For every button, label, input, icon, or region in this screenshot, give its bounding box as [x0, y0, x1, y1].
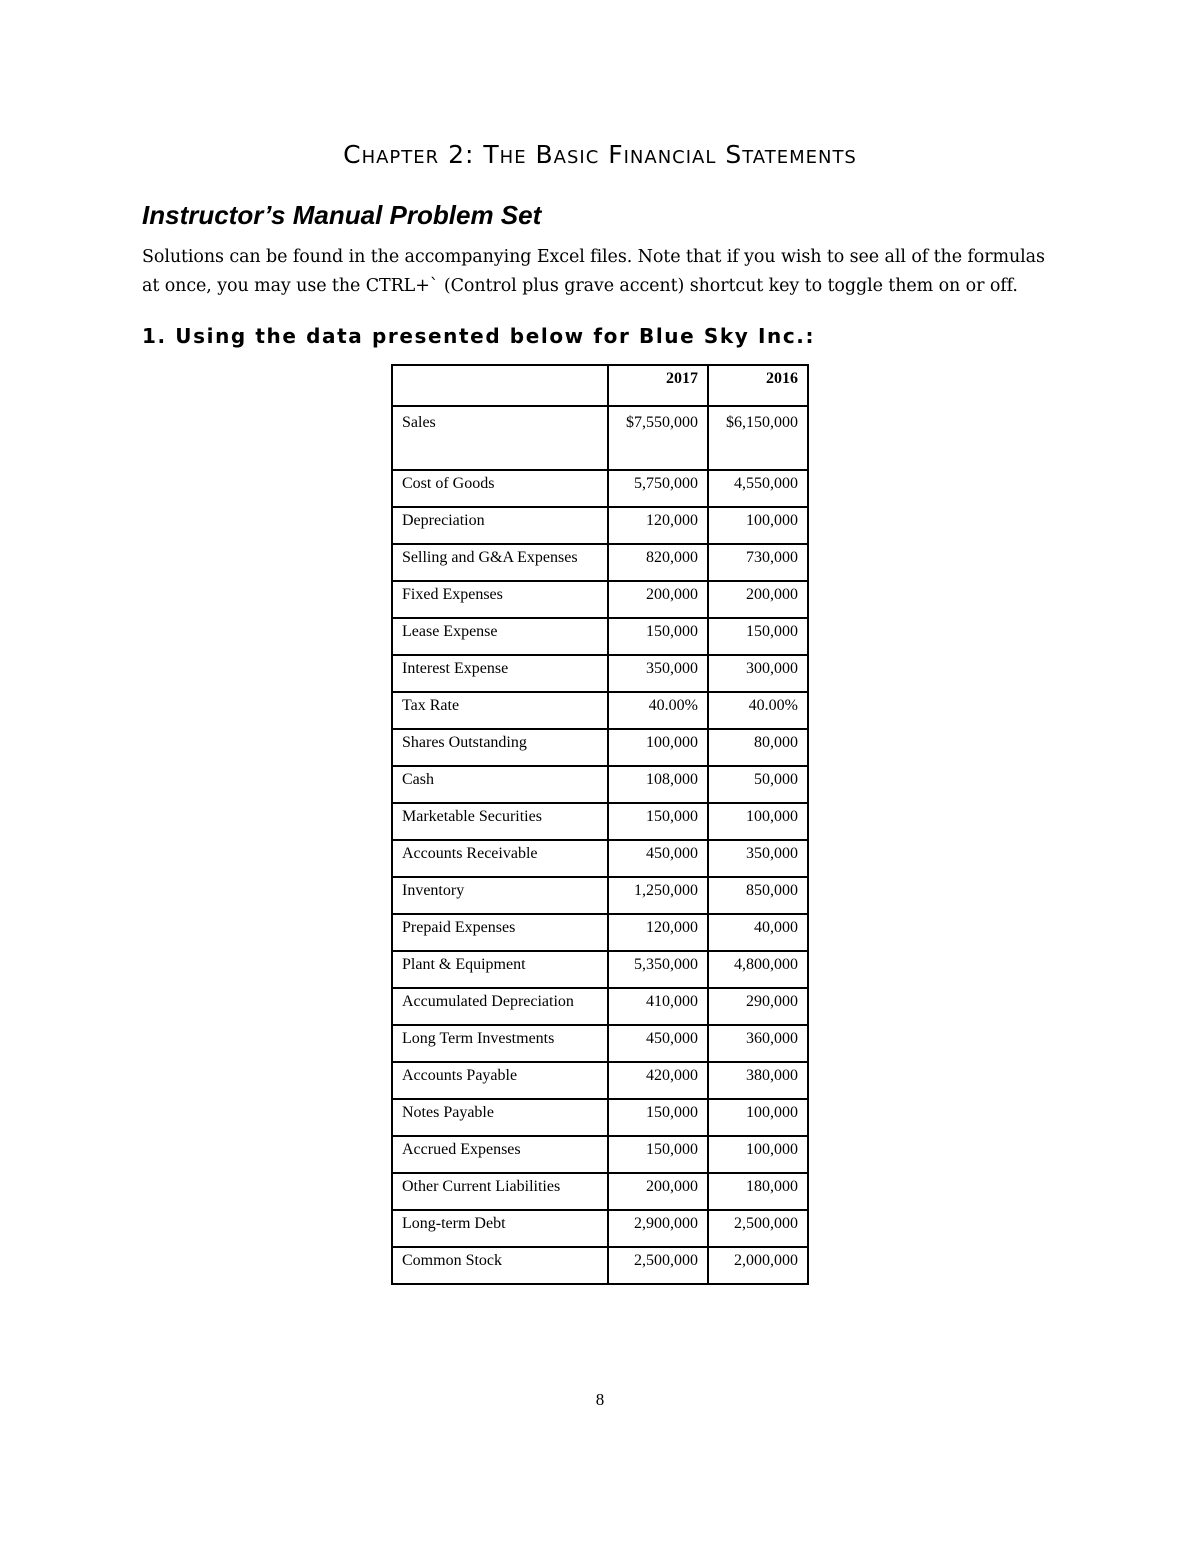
row-label-cell: Shares Outstanding — [392, 729, 608, 766]
table-row — [392, 1136, 808, 1173]
table-row — [392, 729, 808, 766]
value-2017-cell: 120,000 — [608, 507, 708, 544]
row-label-cell: Common Stock — [392, 1247, 608, 1284]
value-2017-cell: 150,000 — [608, 1099, 708, 1136]
table-row — [392, 692, 808, 729]
row-label-cell: Cost of Goods — [392, 470, 608, 507]
value-2016-cell: 300,000 — [708, 655, 808, 692]
row-label-cell: Accrued Expenses — [392, 1136, 608, 1173]
table-body — [392, 406, 808, 1284]
intro-paragraph: Solutions can be found in the accompanying Excel files. Note that if you wish to see all of the formulas at once, you may use the CTRL+` (Control plus grave accent) shortcut key to toggle them on or off. — [142, 247, 1045, 296]
value-2017-cell: 2,500,000 — [608, 1247, 708, 1284]
row-label-cell: Notes Payable — [392, 1099, 608, 1136]
value-2017-cell: 120,000 — [608, 914, 708, 951]
row-label-cell: Depreciation — [392, 507, 608, 544]
row-label-cell: Cash — [392, 766, 608, 803]
value-2016-cell: 100,000 — [708, 1099, 808, 1136]
value-2016-cell: 730,000 — [708, 544, 808, 581]
value-2016-cell: 40,000 — [708, 914, 808, 951]
table-row — [392, 766, 808, 803]
value-2017-cell: 350,000 — [608, 655, 708, 692]
value-2017-cell: 40.00% — [608, 692, 708, 729]
section-title: Instructor’s Manual Problem Set — [142, 200, 542, 230]
row-label-cell: Long Term Investments — [392, 1025, 608, 1062]
value-2017-cell: 150,000 — [608, 803, 708, 840]
header-year-2017: 2017 — [608, 365, 708, 406]
table-row — [392, 1099, 808, 1136]
row-label-cell: Selling and G&A Expenses — [392, 544, 608, 581]
row-label-cell: Interest Expense — [392, 655, 608, 692]
row-label-cell: Sales — [392, 406, 608, 470]
value-2016-cell: 100,000 — [708, 507, 808, 544]
value-2016-cell: 2,000,000 — [708, 1247, 808, 1284]
value-2016-cell: 100,000 — [708, 1136, 808, 1173]
table-header-row — [392, 365, 808, 406]
value-2016-cell: 850,000 — [708, 877, 808, 914]
table-row — [392, 1173, 808, 1210]
table-row — [392, 406, 808, 470]
table-row — [392, 507, 808, 544]
value-2017-cell: 820,000 — [608, 544, 708, 581]
value-2017-cell: 108,000 — [608, 766, 708, 803]
table-row — [392, 544, 808, 581]
problem-heading: 1. Using the data presented below for Blue Sky Inc.: — [142, 324, 816, 348]
value-2016-cell: 40.00% — [708, 692, 808, 729]
row-label-cell: Tax Rate — [392, 692, 608, 729]
table-row — [392, 470, 808, 507]
value-2016-cell: 350,000 — [708, 840, 808, 877]
row-label-cell: Lease Expense — [392, 618, 608, 655]
value-2017-cell: 450,000 — [608, 1025, 708, 1062]
table-row — [392, 1025, 808, 1062]
value-2016-cell: 150,000 — [708, 618, 808, 655]
row-label-cell: Plant & Equipment — [392, 951, 608, 988]
value-2016-cell: 360,000 — [708, 1025, 808, 1062]
value-2017-cell: 410,000 — [608, 988, 708, 1025]
value-2017-cell: 450,000 — [608, 840, 708, 877]
value-2016-cell: 4,550,000 — [708, 470, 808, 507]
financial-data-table — [391, 364, 809, 1285]
table-row — [392, 1210, 808, 1247]
header-year-2016: 2016 — [708, 365, 808, 406]
value-2017-cell: 2,900,000 — [608, 1210, 708, 1247]
value-2017-cell: 200,000 — [608, 1173, 708, 1210]
table-row — [392, 803, 808, 840]
value-2016-cell: 100,000 — [708, 803, 808, 840]
table-row — [392, 914, 808, 951]
table-row — [392, 1062, 808, 1099]
value-2016-cell: 380,000 — [708, 1062, 808, 1099]
page-number: 8 — [595, 1390, 605, 1409]
value-2016-cell: $6,150,000 — [708, 406, 808, 470]
value-2017-cell: 200,000 — [608, 581, 708, 618]
row-label-cell: Long-term Debt — [392, 1210, 608, 1247]
value-2017-cell: 150,000 — [608, 618, 708, 655]
row-label-cell: Marketable Securities — [392, 803, 608, 840]
row-label-cell: Other Current Liabilities — [392, 1173, 608, 1210]
table-row — [392, 988, 808, 1025]
row-label-cell: Fixed Expenses — [392, 581, 608, 618]
row-label-cell: Accumulated Depreciation — [392, 988, 608, 1025]
header-label-cell — [392, 365, 608, 406]
value-2016-cell: 80,000 — [708, 729, 808, 766]
row-label-cell: Accounts Payable — [392, 1062, 608, 1099]
chapter-title: Chapter 2: The Basic Financial Statements — [343, 140, 857, 169]
value-2017-cell: 5,750,000 — [608, 470, 708, 507]
row-label-cell: Accounts Receivable — [392, 840, 608, 877]
value-2016-cell: 2,500,000 — [708, 1210, 808, 1247]
row-label-cell: Inventory — [392, 877, 608, 914]
value-2017-cell: 420,000 — [608, 1062, 708, 1099]
value-2017-cell: 5,350,000 — [608, 951, 708, 988]
value-2016-cell: 290,000 — [708, 988, 808, 1025]
value-2017-cell: 1,250,000 — [608, 877, 708, 914]
value-2016-cell: 50,000 — [708, 766, 808, 803]
table-row — [392, 655, 808, 692]
table-row — [392, 951, 808, 988]
value-2017-cell: 100,000 — [608, 729, 708, 766]
table-row — [392, 840, 808, 877]
value-2017-cell: $7,550,000 — [608, 406, 708, 470]
table-row — [392, 877, 808, 914]
value-2016-cell: 200,000 — [708, 581, 808, 618]
row-label-cell: Prepaid Expenses — [392, 914, 608, 951]
table-row — [392, 618, 808, 655]
value-2016-cell: 4,800,000 — [708, 951, 808, 988]
table-row — [392, 581, 808, 618]
value-2016-cell: 180,000 — [708, 1173, 808, 1210]
table-row — [392, 1247, 808, 1284]
value-2017-cell: 150,000 — [608, 1136, 708, 1173]
